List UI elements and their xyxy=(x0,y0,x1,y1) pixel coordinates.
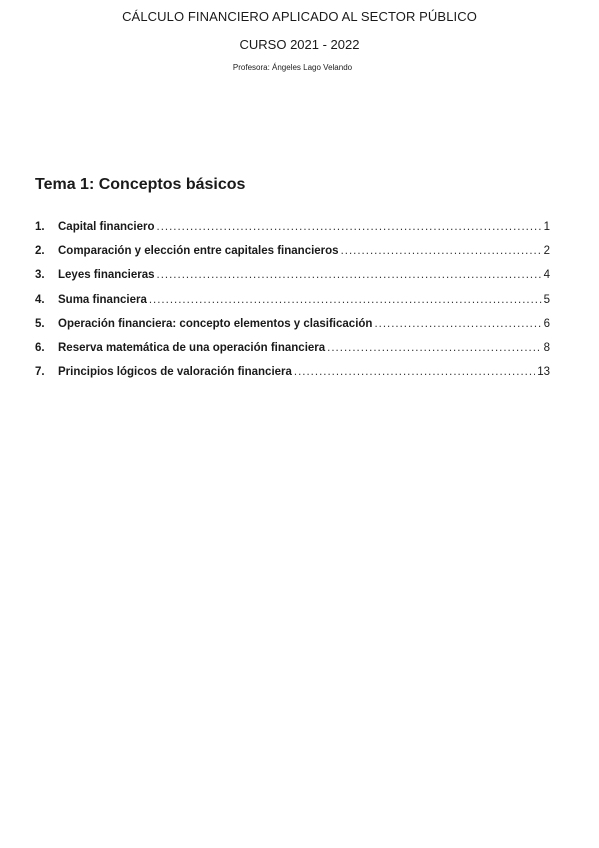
table-of-contents xyxy=(35,221,550,390)
toc-entry[interactable] xyxy=(35,366,550,390)
toc-entry-label: Suma financiera xyxy=(58,293,147,306)
toc-entry-page: 8 xyxy=(543,341,550,354)
toc-dot-leader xyxy=(374,318,541,330)
toc-entry-label: Comparación y elección entre capitales financieros xyxy=(58,245,339,258)
toc-entry[interactable] xyxy=(35,318,550,342)
topic-title: Tema 1: Conceptos básicos xyxy=(35,176,246,193)
toc-dot-leader xyxy=(341,245,542,257)
toc-entry[interactable] xyxy=(35,294,550,318)
document-course: CURSO 2021 - 2022 xyxy=(239,37,360,52)
toc-dot-leader xyxy=(157,221,542,233)
toc-entry-number: 6. xyxy=(35,341,45,354)
toc-entry-page: 13 xyxy=(537,366,550,379)
toc-entry-label: Leyes financieras xyxy=(58,269,155,282)
document-professor: Profesora: Ángeles Lago Velando xyxy=(232,63,353,72)
toc-entry-label: Capital financiero xyxy=(58,221,155,233)
toc-entry-number: 1. xyxy=(35,221,45,233)
toc-entry-label: Principios lógicos de valoración financiera xyxy=(58,366,292,379)
toc-entry-number: 4. xyxy=(35,293,45,306)
toc-dot-leader xyxy=(157,269,542,281)
toc-entry-page: 1 xyxy=(543,221,550,233)
toc-dot-leader xyxy=(327,342,541,354)
document-header-title: CÁLCULO FINANCIERO APLICADO AL SECTOR PÚBLICO xyxy=(122,9,477,24)
toc-entry-label: Operación financiera: concepto elementos y clasificación xyxy=(58,317,373,330)
toc-entry-number: 5. xyxy=(35,317,45,330)
toc-entry-number: 7. xyxy=(35,366,45,379)
toc-entry[interactable] xyxy=(35,342,550,366)
toc-dot-leader xyxy=(149,294,542,306)
toc-entry-page: 6 xyxy=(543,317,550,330)
toc-entry[interactable] xyxy=(35,245,550,269)
toc-entry-page: 2 xyxy=(543,245,550,258)
toc-entry-number: 3. xyxy=(35,269,45,282)
toc-entry-page: 4 xyxy=(543,269,550,282)
toc-entry[interactable] xyxy=(35,269,550,293)
toc-entry-number: 2. xyxy=(35,245,45,258)
toc-entry-page: 5 xyxy=(543,293,550,306)
toc-dot-leader xyxy=(294,366,535,378)
toc-entry[interactable] xyxy=(35,221,550,245)
toc-entry-label: Reserva matemática de una operación financiera xyxy=(58,341,326,354)
